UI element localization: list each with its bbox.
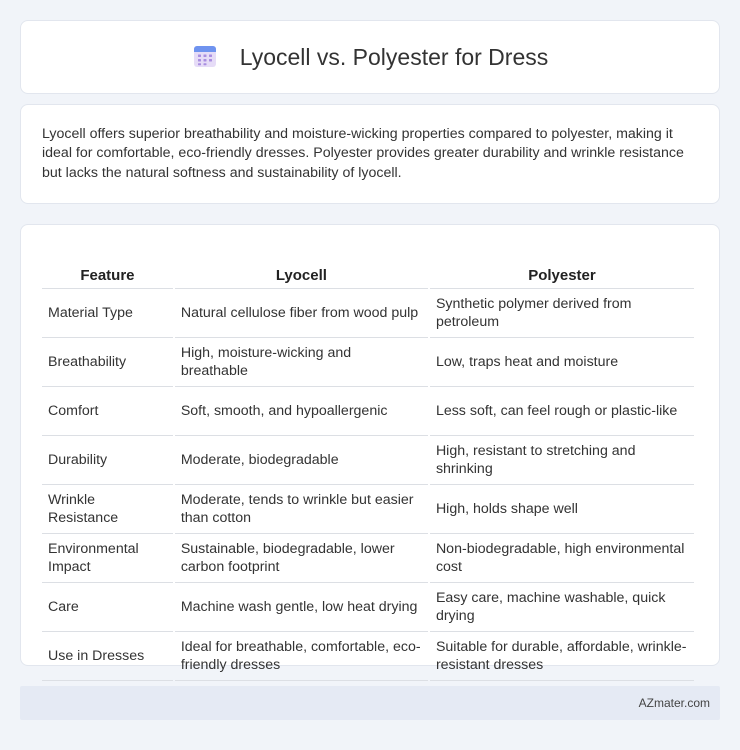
feature-cell: Wrinkle Resistance <box>42 485 173 534</box>
lyocell-cell: Moderate, biodegradable <box>175 436 428 485</box>
polyester-cell: Easy care, machine washable, quick drying <box>430 583 694 632</box>
column-header-feature: Feature <box>42 245 173 289</box>
feature-cell: Breathability <box>42 338 173 387</box>
page-title: Lyocell vs. Polyester for Dress <box>239 43 549 70</box>
lyocell-cell: Soft, smooth, and hypoallergenic <box>175 387 428 436</box>
table-row <box>42 583 694 632</box>
lyocell-cell: Ideal for breathable, comfortable, eco-friendly dresses <box>175 632 428 681</box>
footer-site-name: AZmater.com <box>638 696 710 710</box>
table-row <box>42 485 694 534</box>
feature-cell: Use in Dresses <box>42 632 173 681</box>
table-row <box>42 338 694 387</box>
column-header-polyester: Polyester <box>430 245 694 289</box>
table-row <box>42 436 694 485</box>
table-row <box>42 387 694 436</box>
feature-cell: Material Type <box>42 289 173 338</box>
calendar-icon <box>192 43 218 69</box>
polyester-cell: High, holds shape well <box>430 485 694 534</box>
lyocell-cell: Moderate, tends to wrinkle but easier than cotton <box>175 485 428 534</box>
lyocell-cell: Sustainable, biodegradable, lower carbon footprint <box>175 534 428 583</box>
feature-cell: Care <box>42 583 173 632</box>
lyocell-cell: High, moisture-wicking and breathable <box>175 338 428 387</box>
feature-cell: Durability <box>42 436 173 485</box>
table-row <box>42 289 694 338</box>
table-header-row <box>42 245 694 289</box>
comparison-table-card <box>20 224 720 673</box>
table-row <box>42 632 694 681</box>
table-row <box>42 534 694 583</box>
summary-card <box>20 104 720 204</box>
feature-cell: Comfort <box>42 387 173 436</box>
polyester-cell: Synthetic polymer derived from petroleum <box>430 289 694 338</box>
polyester-cell: Non-biodegradable, high environmental cost <box>430 534 694 583</box>
title-card <box>20 20 720 94</box>
footer <box>20 686 720 720</box>
lyocell-cell: Machine wash gentle, low heat drying <box>175 583 428 632</box>
polyester-cell: High, resistant to stretching and shrinking <box>430 436 694 485</box>
comparison-table <box>40 245 696 681</box>
polyester-cell: Suitable for durable, affordable, wrinkle-resistant dresses <box>430 632 694 681</box>
summary-text: Lyocell offers superior breathability and moisture-wicking properties compared to polyester, making it ideal for comfortable, eco-friendly dresses. Polyester provides greater durability and wrinkle resistance but lacks the natural softness and sustainability of lyocell. <box>42 126 684 181</box>
column-header-lyocell: Lyocell <box>175 245 428 289</box>
polyester-cell: Low, traps heat and moisture <box>430 338 694 387</box>
lyocell-cell: Natural cellulose fiber from wood pulp <box>175 289 428 338</box>
feature-cell: Environmental Impact <box>42 534 173 583</box>
polyester-cell: Less soft, can feel rough or plastic-like <box>430 387 694 436</box>
